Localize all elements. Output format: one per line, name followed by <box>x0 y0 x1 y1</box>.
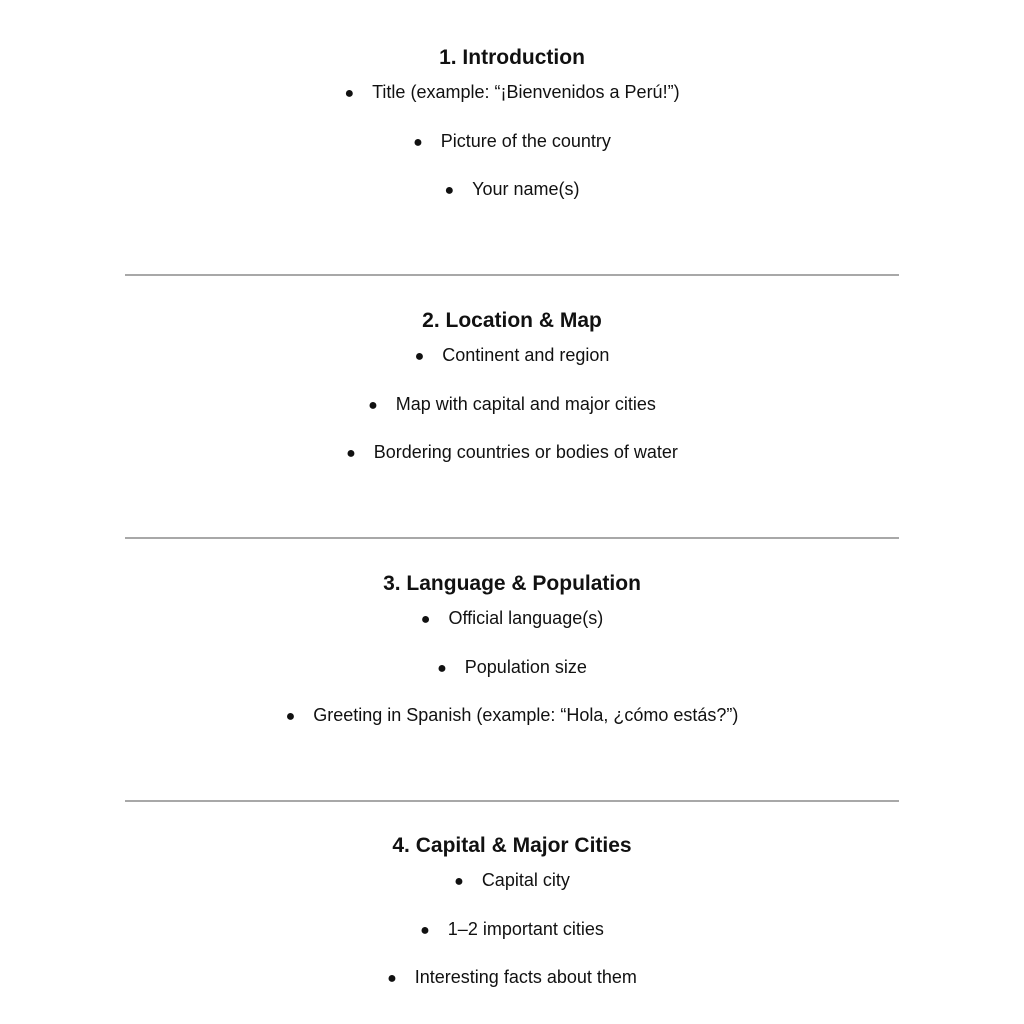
list-item-text: Greeting in Spanish (example: “Hola, ¿cómo estás?”) <box>313 705 739 725</box>
bullet-icon: ● <box>420 611 431 628</box>
list-item <box>0 918 1024 942</box>
section-heading: 4. Capital & Major Cities <box>392 834 632 857</box>
list-item <box>0 607 1024 631</box>
list-item-text: Capital city <box>481 870 570 890</box>
list-item-text: Continent and region <box>442 345 610 365</box>
list-item-text: Official language(s) <box>448 608 604 628</box>
list-item <box>0 966 1024 990</box>
bullet-icon: ● <box>413 134 423 151</box>
list-item-text: Bordering countries or bodies of water <box>373 442 678 462</box>
section-heading: 1. Introduction <box>439 46 585 69</box>
list-item <box>0 704 1024 728</box>
list-item <box>0 81 1024 105</box>
bullet-icon: ● <box>444 182 455 199</box>
bullet-icon: ● <box>387 970 397 987</box>
list-item-text: Your name(s) <box>472 179 580 199</box>
list-item <box>0 656 1024 680</box>
bullet-icon: ● <box>454 873 464 890</box>
list-item-text: 1–2 important cities <box>447 919 604 939</box>
list-item <box>0 130 1024 154</box>
list-item <box>0 869 1024 893</box>
list-item-text: Interesting facts about them <box>414 967 637 987</box>
list-item-text: Title (example: “¡Bienvenidos a Perú!”) <box>372 82 680 102</box>
bullet-icon: ● <box>420 922 430 939</box>
horizontal-divider <box>125 800 899 802</box>
bullet-icon: ● <box>346 445 356 462</box>
list-item <box>0 344 1024 368</box>
list-item <box>0 393 1024 417</box>
list-item-text: Picture of the country <box>440 131 611 151</box>
section-heading: 3. Language & Population <box>383 572 641 595</box>
bullet-icon: ● <box>414 348 425 365</box>
bullet-icon: ● <box>285 708 296 725</box>
bullet-icon: ● <box>437 660 447 677</box>
horizontal-divider <box>125 537 899 539</box>
section-heading: 2. Location & Map <box>422 309 602 332</box>
list-item-text: Map with capital and major cities <box>395 394 656 414</box>
list-item <box>0 178 1024 202</box>
bullet-icon: ● <box>344 85 355 102</box>
list-item-text: Population size <box>464 657 587 677</box>
bullet-icon: ● <box>368 397 378 414</box>
horizontal-divider <box>125 274 899 276</box>
list-item <box>0 441 1024 465</box>
